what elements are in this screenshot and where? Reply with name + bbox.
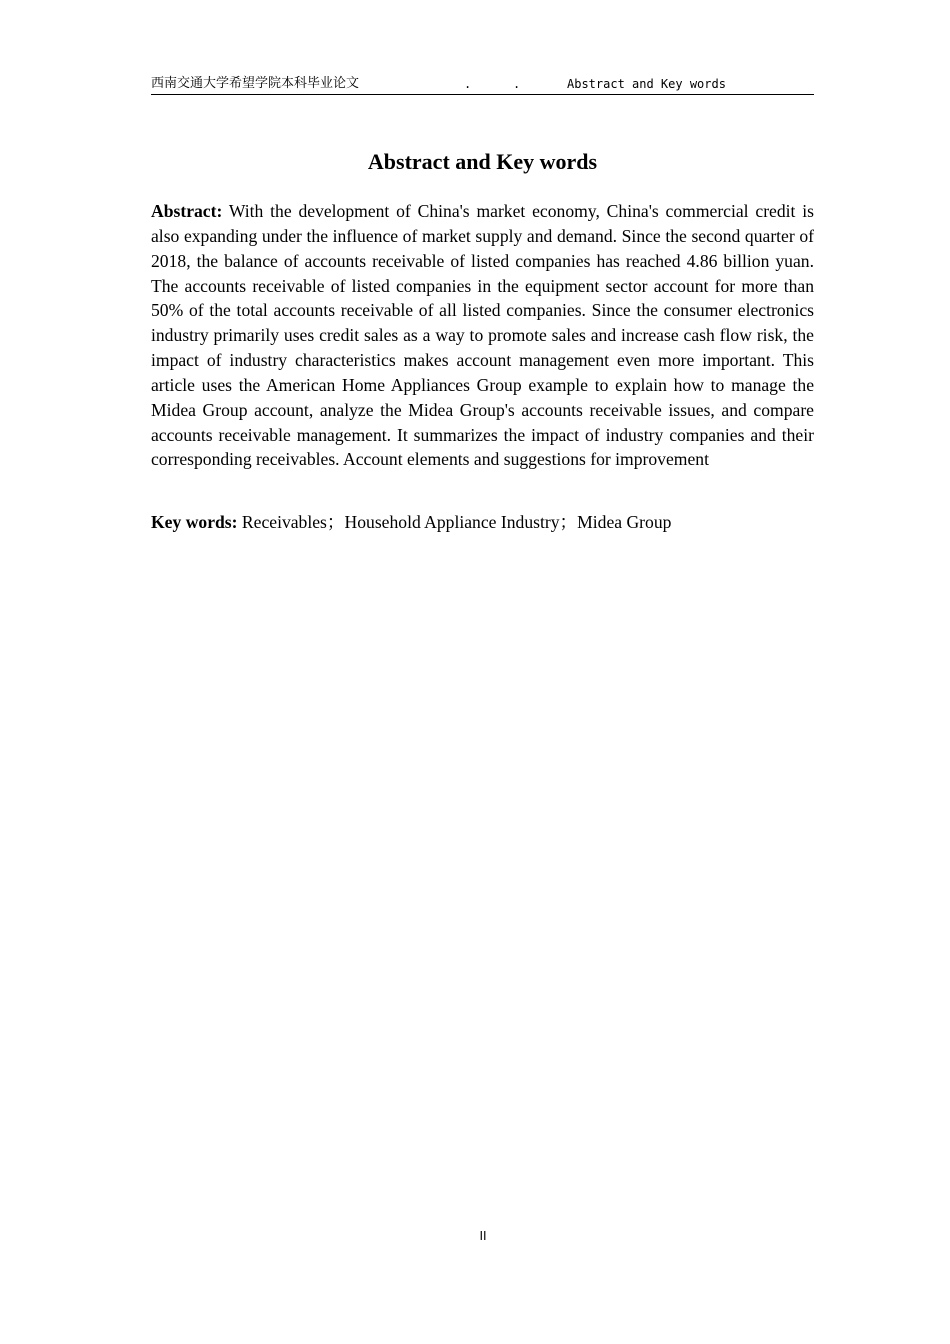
header-dot-right: .: [513, 77, 521, 91]
keyword-separator: ；: [559, 512, 578, 532]
header-institution-text: 西南交通大学希望学院本科毕业论文: [151, 76, 360, 91]
keywords-line: [151, 510, 814, 535]
keyword-separator: ；: [326, 512, 345, 532]
abstract-paragraph: [151, 199, 814, 472]
header-dot-left: .: [464, 77, 472, 91]
abstract-text: With the development of China's market economy, China's commercial credit is also expanding under the influence of market supply and demand. Since the second quarter of 2018, the balance of accounts receivable of listed companies has reached 4.86 billion yuan. The accounts receivable of listed companies in the equipment sector account for more than 50% of the total accounts receivable of all listed companies. Since the consumer electronics industry primarily uses credit sales as a way to promote sales and increase cash flow risk, the impact of industry characteristics makes account management even more important. This article uses the American Home Appliances Group example to explain how to manage the Midea Group account, analyze the Midea Group's accounts receivable issues, and compare accounts receivable management. It summarizes the impact of industry companies and their corresponding receivables. Account elements and suggestions for improvement: [151, 201, 814, 470]
page-number: II: [479, 1229, 487, 1243]
header-section-title: Abstract and Key words: [567, 77, 726, 91]
page-title: Abstract and Key words: [367, 149, 598, 174]
keyword-item: Household Appliance Industry: [344, 512, 560, 532]
page-header: [151, 74, 814, 95]
keywords-label: Key words:: [151, 512, 238, 532]
keyword-item: Midea Group: [577, 512, 672, 532]
keyword-item: Receivables: [241, 512, 327, 532]
abstract-label: Abstract:: [151, 201, 223, 221]
